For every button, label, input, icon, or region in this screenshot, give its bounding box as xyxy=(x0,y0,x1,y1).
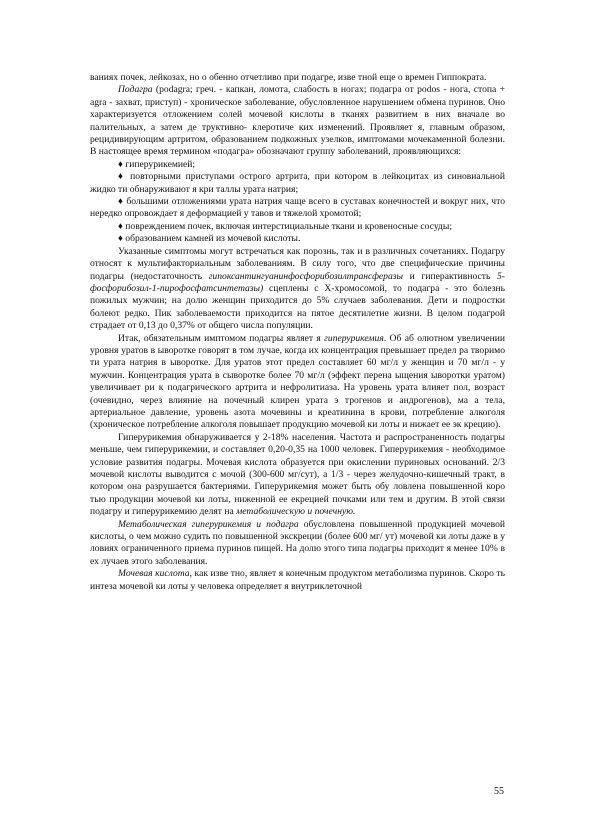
text-run: ♦ большими отложениями урата натрия чаще всего в суставах конечностей и вокруг них, что нередко опровождает я деформацией у тавов и тяжелой хромотой; xyxy=(90,196,505,220)
italic-text: гиперурикемия xyxy=(324,332,384,344)
bullet-item xyxy=(90,233,505,245)
text-run: сцеплены с Х-хромосомой, то подагра - это болезнь пожилых мужчин; на долю женщин приходится до 5% случаев заболевания. Дети и подростки болеют редко. Пик заболеваемости приходится на пятое десятилетие жизни. В целом подагрой страдает от 0,13 до 0,37% от общего числа популяции. xyxy=(90,282,505,332)
italic-text: Подагра xyxy=(118,84,153,96)
text-run: и гиперактивность xyxy=(402,270,497,282)
text-run: Гиперурикемия обнаруживается у 2-18% населения. Частота и распространенность подагры меньше, чем гиперурикемии, и составляет 0,20-0,35 на 1000 человек. Гиперурикемия - необходимое условие развития подагры. Мочевая кислота образуется при окислении пуриновых оснований. 2/3 мочевой кислоты выводится с мочой (300-600 мг/сут), а 1/3 - через желудочно-кишечный тракт, в котором она разрушается бактериями. Гиперурикемия может быть обу ловлена повышенной коро тью продукции мочевой ки лоты, ниженной ее екрецией почками или тем и другим. В этой связи подагру и гиперурикемию делят на xyxy=(90,431,505,518)
text-run: обусловлена повышенной продукцией мочевой кислоты, о чем можно судить по повышенной экскреции (более 600 мг/ ут) мочевой ки лоты даже в у ловиях ограниченного приема пуринов пищей. На долю этого типа подагры приходит я менее 10% в ех лучаев этого заболевания. xyxy=(90,518,506,567)
italic-text: Мочевая кислота xyxy=(118,568,190,580)
paragraph xyxy=(90,84,505,158)
text-run: Итак, обязательным имптомом подагры являет я xyxy=(118,332,325,344)
page-number: 55 xyxy=(494,786,504,797)
text-run: ♦ повреждением почек, включая интерстициальные ткани и кровеносные сосуды; xyxy=(118,220,453,232)
italic-text: 5-фосфорибозил-1-пирофосфатсинтетазы) xyxy=(90,270,505,294)
italic-text: гипоксантингуанинфосфорибозилтрансферазы xyxy=(208,270,403,282)
text-run: (podagra; греч. - капкан, ломота, слабость в ногах; подагра от podos - нога, стопа + agra - захват, приступ) - хроническое заболевание, обусловленное нарушением обмена пуринов. Оно характеризуется отложением солей мочевой кислоты в тканях развитием в них вначале во палительных, а затем де труктивно- клеротиче ких изменений. Проявляет я, главным образом, рецидивирующим артритом, образованием подкожных узелков, имптомами мочекаменной болезни. В настоящее время термином «подагра» обозначают группу заболеваний, проявляющихся: xyxy=(90,84,505,158)
text-run: ♦ гиперурикемией; xyxy=(118,158,196,170)
document-body xyxy=(90,72,505,593)
text-run: . Об аб олютном увеличении уровня уратов в ыворотке говорят в том лучае, когда их концентрация превышает предел ра творимо ти урата натрия в ыворотке. Для уратов этот предел составляет 60 мг/л у женщин и 70 мг/л - у мужчин. Концентрация урата в сыворотке более 70 мг/л (эффект перена ыщения ыворотки уратом) увеличивает ри к подагрического артрита и нефролитиаза. На уровень урата влияет пол, возраст (очевидно, через влияние на почечный клирен урата э трогенов и андрогенов), ма а тела, артериальное давление, уровень азота мочевины и креатинина в крови, потребление алкоголя (хроническое потребление алкоголя повышает продукцию мочевой ки лоты и нижает ее эк крецию). xyxy=(90,332,505,431)
italic-text: Метаболическая гиперурикемия и подагра xyxy=(118,518,299,530)
text-run: , как изве тно, являет я конечным продуктом метаболизма пуринов. Скоро ть интеза мочевой ки лоты у человека определяет я внутриклеточной xyxy=(90,568,505,592)
bullet-item xyxy=(90,159,505,171)
paragraph xyxy=(90,72,505,84)
italic-text: метаболическую и почечную. xyxy=(236,506,356,518)
text-run: Указанные симптомы могут встречаться как порознь, так и в различных сочетаниях. Подагру относят к мультифакториальным заболеваниям. В силу того, что две специфические причины подагры (недостаточность xyxy=(90,245,505,282)
bullet-item xyxy=(90,196,505,221)
text-run: ♦ образованием камней из мочевой кислоты. xyxy=(118,233,301,245)
bullet-item xyxy=(90,171,505,196)
text-run: ♦ повторными приступами острого артрита, при котором в лейкоцитах из синовиальной жидко ти обнаруживают я кри таллы урата натрия; xyxy=(90,171,505,195)
bullet-item xyxy=(90,221,505,233)
paragraph xyxy=(90,519,505,569)
paragraph xyxy=(90,568,505,593)
text-run: ваниях почек, лейкозах, но о обенно отчетливо при подагре, изве тной еще о времен Гиппократа. xyxy=(90,72,487,83)
paragraph xyxy=(90,432,505,519)
paragraph xyxy=(90,246,505,333)
paragraph xyxy=(90,333,505,432)
